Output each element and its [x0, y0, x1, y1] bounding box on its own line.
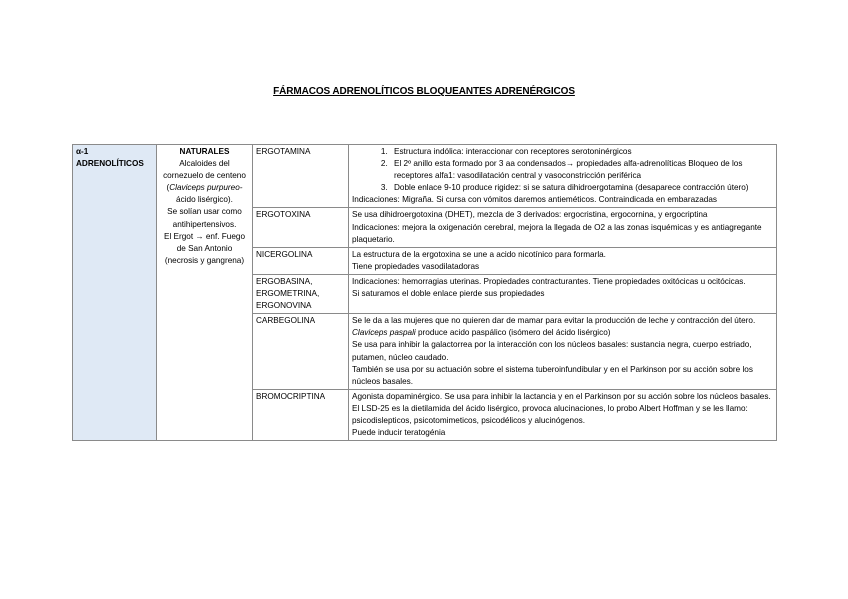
drug-desc-cell — [349, 208, 777, 247]
naturales-cell — [157, 145, 253, 441]
naturales-text-c: Se solían usar como antihipertensivos. — [167, 207, 242, 229]
drug-desc-cell — [349, 145, 777, 208]
naturales-text-d: El Ergot → enf. Fuego de San Antonio (necrosis y gangrena) — [163, 231, 245, 265]
naturales-text-a: Alcaloides del cornezuelo de centeno ( — [163, 159, 246, 193]
species-name: Claviceps paspali — [352, 328, 416, 338]
drug-line: Tiene propiedades vasodilatadoras — [352, 261, 480, 271]
drug-line: Si saturamos el doble enlace pierde sus propiedades — [352, 289, 545, 299]
drug-name-cell — [253, 314, 349, 390]
drug-desc-cell — [349, 389, 777, 440]
drug-name-cell — [253, 247, 349, 274]
drug-name: BROMOCRIPTINA — [256, 391, 326, 401]
group-label-line2: ADRENOLÍTICOS — [76, 159, 144, 169]
drug-name-line: ERGOBASINA, — [256, 276, 313, 286]
drug-line: Se le da a las mujeres que no quieren dar de mamar para evitar la producción de leche y contracción del útero. — [352, 316, 756, 326]
species-text: produce acido paspálico (isómero del ácido lisérgico) — [415, 328, 611, 338]
drug-name: NICERGOLINA — [256, 249, 313, 259]
drug-line: Se usa para inhibir la galactorrea por la interacción con los núcleos basales: sustancia negra, cuerpo estriado, putamen, núcleo caudado. — [352, 340, 752, 362]
naturales-text-b: ácido lisérgico). — [176, 195, 233, 205]
drug-name-cell — [253, 208, 349, 247]
drug-name: ERGOTAMINA — [256, 147, 311, 156]
drug-name-line: ERGOMETRINA, — [256, 289, 320, 299]
list-item: 2. El 2º anillo esta formado por 3 aa condensados→ propiedades alfa-adrenolíticas Bloqueo de los receptores alfa1: vasodilatación central y vasoconstricción periférica — [390, 158, 773, 182]
drug-name-cell — [253, 145, 349, 208]
drug-line: Agonista dopaminérgico. Se usa para inhibir la lactancia y en el Parkinson por su acción sobre los núcleos basales. El LSD-25 es la dietilamida del ácido lisérgico, provoca alucinaciones, lo probo Albert Hoffman y se les llamo: psicodislepticos, psicotomimeticos, psicodélicos y alucinógenos. — [352, 391, 771, 425]
drug-desc-cell — [349, 274, 777, 313]
structure-points — [352, 146, 773, 194]
drug-name-line: ERGONOVINA — [256, 301, 312, 311]
drug-line: También se usa por su actuación sobre el sistema tuberoinfundibular y en el Parkinson por su acción sobre los núcleos basales. — [352, 364, 753, 386]
drug-line: Indicaciones: hemorragias uterinas. Propiedades contracturantes. Tiene propiedades oxitócicas u ocitócicas. — [352, 276, 746, 286]
page-title: FÁRMACOS ADRENOLÍTICOS BLOQUEANTES ADRENÉRGICOS — [273, 86, 575, 97]
drug-line: Indicaciones: Migraña. Si cursa con vómitos daremos antieméticos. Contraindicada en embarazadas — [352, 195, 717, 205]
naturales-italic: Claviceps purpureo- — [169, 183, 243, 193]
list-item: 3. Doble enlace 9-10 produce rigidez: si se satura dihidroergotamina (desaparece contracción útero) — [390, 182, 773, 194]
drug-desc-cell — [349, 247, 777, 274]
drug-line-italic — [352, 327, 773, 339]
drug-name-cell — [253, 274, 349, 313]
drug-name: CARBEGOLINA — [256, 316, 316, 326]
group-label-line1: α-1 — [76, 147, 89, 156]
drug-line: Indicaciones: mejora la oxigenación cerebral, mejora la llegada de O2 a las zonas isquémicas y es antiagregante plaquetario. — [352, 222, 762, 244]
list-item: 1. Estructura indólica: interaccionar con receptores serotoninérgicos — [390, 146, 773, 158]
drug-line: Puede inducir teratogénia — [352, 428, 446, 438]
drugs-table — [72, 144, 777, 441]
drug-name: ERGOTOXINA — [256, 210, 311, 220]
group-cell — [73, 145, 157, 441]
drug-line: Se usa dihidroergotoxina (DHET), mezcla de 3 derivados: ergocristina, ergocornina, y ergocriptina — [352, 210, 708, 220]
drug-line: La estructura de la ergotoxina se une a acido nicotínico para formarla. — [352, 249, 606, 259]
drug-name-cell — [253, 389, 349, 440]
naturales-title: NATURALES — [179, 147, 230, 156]
table-row — [73, 145, 777, 208]
drug-desc-cell — [349, 314, 777, 390]
